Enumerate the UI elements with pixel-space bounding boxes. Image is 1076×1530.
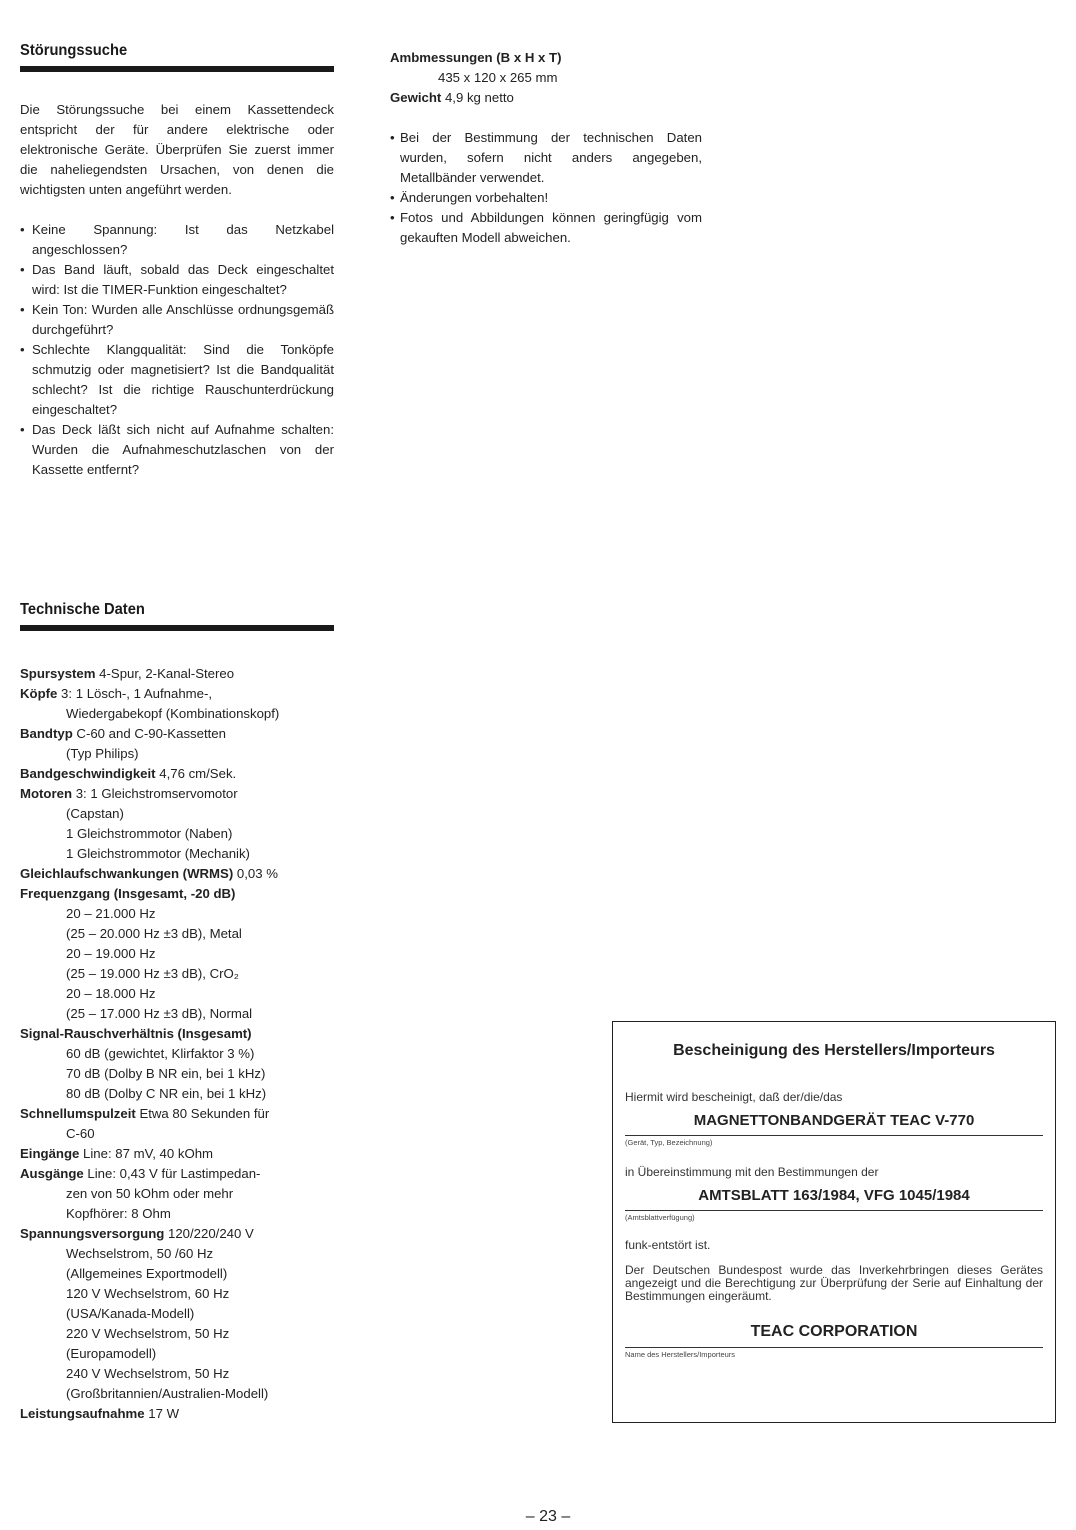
certificate-line3: funk-entstört ist.	[625, 1238, 711, 1252]
spec-label: Bandgeschwindigkeit	[20, 766, 156, 781]
spec-label: Schnellumspulzeit	[20, 1106, 136, 1121]
spec-value: 3: 1 Lösch-, 1 Aufnahme-,	[61, 686, 213, 701]
certificate-company: TEAC CORPORATION	[750, 1323, 918, 1340]
list-item: • Fotos und Abbildungen können geringfügig vom gekauften Modell abweichen.	[390, 208, 702, 248]
list-item: • Das Deck läßt sich nicht auf Aufnahme schalten: Wurden die Aufnahmeschutzlaschen von der Kassette entfernt?	[20, 420, 334, 480]
spec-line	[20, 1244, 350, 1264]
regulation-caption: (Amtsblattverfügung)	[625, 1213, 695, 1222]
spec-value: 70 dB (Dolby B NR ein, bei 1 kHz)	[66, 1066, 266, 1081]
spec-value: (USA/Kanada-Modell)	[66, 1306, 195, 1321]
spec-label: Spursystem	[20, 666, 96, 681]
spec-label: Bandtyp	[20, 726, 73, 741]
dimensions-label: Ambmessungen (B x H x T)	[390, 50, 562, 65]
spec-line	[20, 1124, 350, 1144]
certificate-device: MAGNETTONBANDGERÄT TEAC V-770	[693, 1112, 975, 1129]
weight-label: Gewicht	[390, 90, 442, 105]
troubleshooting-intro: Die Störungssuche bei einem Kassettendeck entspricht der für andere elektrische oder elektronische Geräte. Überprüfen Sie zuerst immer die naheliegendsten Ursachen, von denen die wichtigsten unten angeführt werden.	[20, 102, 334, 197]
spec-line	[20, 1284, 350, 1304]
spec-value: (Capstan)	[66, 806, 124, 821]
spec-line	[20, 704, 350, 724]
spec-line	[20, 1164, 350, 1184]
divider	[625, 1210, 1043, 1211]
spec-line	[20, 664, 350, 684]
spec-value: Wiedergabekopf (Kombinationskopf)	[66, 706, 280, 721]
list-item: • Änderungen vorbehalten!	[390, 188, 702, 208]
spec-line	[20, 1064, 350, 1084]
list-item: • Das Band läuft, sobald das Deck eingeschaltet wird: Ist die TIMER-Funktion eingeschaltet?	[20, 260, 334, 300]
page-number: – 23 –	[525, 1508, 571, 1525]
spec-value: C-60	[66, 1126, 95, 1141]
spec-value: 120 V Wechselstrom, 60 Hz	[66, 1286, 230, 1301]
spec-value: (25 – 19.000 Hz ±3 dB), CrO₂	[66, 966, 239, 981]
device-caption: (Gerät, Typ, Bezeichnung)	[625, 1138, 713, 1147]
spec-line	[20, 1324, 350, 1344]
spec-value: (Allgemeines Exportmodell)	[66, 1266, 228, 1281]
spec-value: Line: 87 mV, 40 kOhm	[83, 1146, 214, 1161]
spec-value: (Europamodell)	[66, 1346, 157, 1361]
list-item: • Schlechte Klangqualität: Sind die Tonköpfe schmutzig oder magnetisiert? Ist die Bandqualität schlecht? Ist die richtige Rauschunterdrückung eingeschaltet?	[20, 340, 334, 420]
spec-line	[20, 784, 350, 804]
spec-label: Frequenzgang (Insgesamt, -20 dB)	[20, 886, 236, 901]
spec-value: 4,76 cm/Sek.	[159, 766, 237, 781]
list-item: • Kein Ton: Wurden alle Anschlüsse ordnungsgemäß durchgeführt?	[20, 300, 334, 340]
spec-line	[20, 1344, 350, 1364]
spec-value: Kopfhörer: 8 Ohm	[66, 1206, 171, 1221]
spec-value: 80 dB (Dolby C NR ein, bei 1 kHz)	[66, 1086, 267, 1101]
spec-line	[20, 804, 350, 824]
spec-label: Köpfe	[20, 686, 58, 701]
spec-value: C-60 and C-90-Kassetten	[76, 726, 226, 741]
spec-line	[20, 1304, 350, 1324]
spec-line	[20, 864, 350, 884]
troubleshooting-list	[20, 220, 334, 480]
spec-line	[20, 924, 350, 944]
spec-line	[20, 1384, 350, 1404]
spec-value: 240 V Wechselstrom, 50 Hz	[66, 1366, 230, 1381]
spec-value: 60 dB (gewichtet, Klirfaktor 3 %)	[66, 1046, 255, 1061]
list-item: • Keine Spannung: Ist das Netzkabel angeschlossen?	[20, 220, 334, 260]
weight-value: 4,9 kg netto	[444, 90, 514, 105]
spec-line	[20, 904, 350, 924]
specs-title: Technische Daten	[20, 601, 145, 618]
dimensions-label-line	[390, 48, 706, 68]
specs-header	[20, 601, 334, 631]
dimensions-section	[390, 48, 706, 248]
certificate-title: Bescheinigung des Herstellers/Importeurs	[673, 1042, 995, 1059]
spec-line	[20, 964, 350, 984]
title-rule	[20, 625, 334, 631]
divider	[625, 1135, 1043, 1136]
spec-value: 3: 1 Gleichstromservomotor	[75, 786, 238, 801]
spec-value: 0,03 %	[236, 866, 278, 881]
company-caption: Name des Herstellers/Importeurs	[625, 1350, 736, 1359]
spec-line	[20, 1044, 350, 1064]
specs-list	[20, 664, 350, 1424]
spec-value: 220 V Wechselstrom, 50 Hz	[66, 1326, 230, 1341]
divider	[625, 1347, 1043, 1348]
title-rule	[20, 66, 334, 72]
spec-value: Line: 0,43 V für Lastimpedan-	[87, 1166, 261, 1181]
spec-line	[20, 1184, 350, 1204]
spec-line	[20, 1144, 350, 1164]
spec-value: 4-Spur, 2-Kanal-Stereo	[99, 666, 235, 681]
spec-value: 20 – 19.000 Hz	[66, 946, 156, 961]
spec-value: (25 – 20.000 Hz ±3 dB), Metal	[66, 926, 242, 941]
list-item: • Bei der Bestimmung der technischen Daten wurden, sofern nicht anders angegeben, Metallbänder verwendet.	[390, 128, 702, 188]
spec-value: 20 – 18.000 Hz	[66, 986, 156, 1001]
spec-line	[20, 824, 350, 844]
spec-line	[20, 884, 350, 904]
certificate-line2: in Übereinstimmung mit den Bestimmungen der	[625, 1165, 879, 1179]
spec-label: Signal-Rauschverhältnis (Insgesamt)	[20, 1026, 252, 1041]
certificate-regulation: AMTSBLATT 163/1984, VFG 1045/1984	[698, 1187, 970, 1204]
dimensions-value: 435 x 120 x 265 mm	[438, 70, 558, 85]
spec-line	[20, 1004, 350, 1024]
spec-label: Eingänge	[20, 1146, 80, 1161]
spec-value: 120/220/240 V	[168, 1226, 254, 1241]
manufacturer-certificate	[612, 1021, 1056, 1423]
spec-label: Spannungsversorgung	[20, 1226, 165, 1241]
spec-value: 20 – 21.000 Hz	[66, 906, 156, 921]
certificate-paragraph: Der Deutschen Bundespost wurde das Inverkehrbringen dieses Gerätes angezeigt und die Berechtigung zur Überprüfung der Serie auf Einhaltung der Bestimmungen eingeräumt.	[625, 1263, 1043, 1303]
spec-line	[20, 684, 350, 704]
spec-value: (Großbritannien/Australien-Modell)	[66, 1386, 269, 1401]
certificate-line1: Hiermit wird bescheinigt, daß der/die/das	[625, 1090, 843, 1104]
spec-line	[20, 984, 350, 1004]
spec-value: 17 W	[148, 1406, 180, 1421]
spec-line	[20, 744, 350, 764]
spec-line	[20, 1084, 350, 1104]
spec-value: (Typ Philips)	[66, 746, 139, 761]
spec-line	[20, 1224, 350, 1244]
spec-value: Wechselstrom, 50 /60 Hz	[66, 1246, 214, 1261]
spec-value: 1 Gleichstrommotor (Naben)	[66, 826, 233, 841]
troubleshooting-section	[20, 42, 334, 480]
spec-label: Ausgänge	[20, 1166, 84, 1181]
spec-line	[20, 1264, 350, 1284]
spec-line	[20, 724, 350, 744]
spec-line	[20, 944, 350, 964]
spec-line	[20, 1204, 350, 1224]
spec-value: Etwa 80 Sekunden für	[139, 1106, 270, 1121]
spec-line	[20, 1104, 350, 1124]
spec-label: Gleichlaufschwankungen (WRMS)	[20, 866, 234, 881]
troubleshooting-title: Störungssuche	[20, 42, 128, 59]
spec-value: zen von 50 kOhm oder mehr	[66, 1186, 234, 1201]
spec-line	[20, 1364, 350, 1384]
spec-line	[20, 1404, 350, 1424]
spec-label: Leistungsaufnahme	[20, 1406, 145, 1421]
notes-list	[390, 128, 702, 248]
spec-label: Motoren	[20, 786, 73, 801]
spec-line	[20, 764, 350, 784]
spec-line	[20, 1024, 350, 1044]
spec-line	[20, 844, 350, 864]
spec-value: 1 Gleichstrommotor (Mechanik)	[66, 846, 250, 861]
spec-value: (25 – 17.000 Hz ±3 dB), Normal	[66, 1006, 253, 1021]
weight-line	[390, 88, 706, 108]
